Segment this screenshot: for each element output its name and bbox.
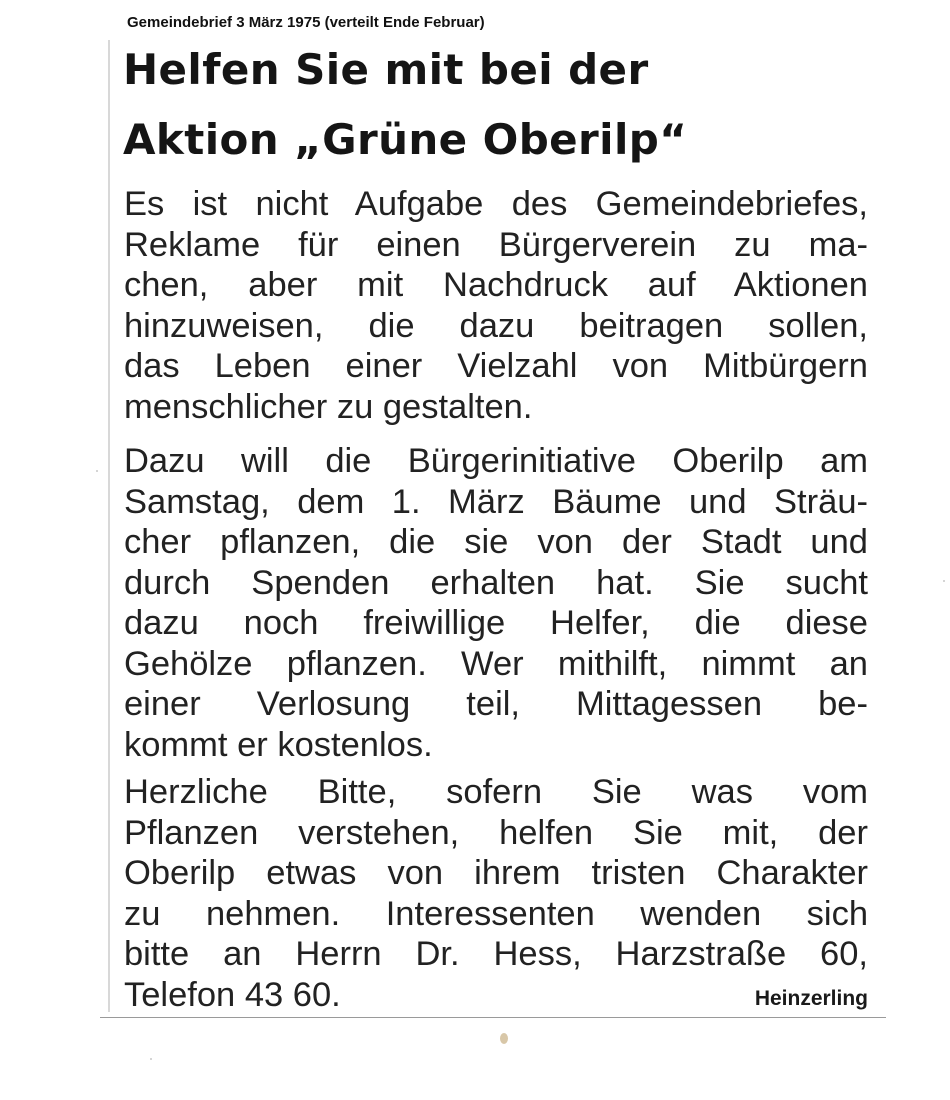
text-line: dazu noch freiwillige Helfer, die diese [124,604,868,642]
column-edge-line [108,40,110,1012]
paragraph-appeal [124,772,868,1015]
text-line: cher pflanzen, die sie von der Stadt und [124,523,868,561]
headline-line-2: Aktion „Grüne Oberilp“ [123,115,688,164]
author-signature: Heinzerling [754,987,868,1010]
text-line: Reklame für einen Bürgerverein zu ma- [124,225,868,264]
text-line: durch Spenden erhalten hat. Sie sucht [124,563,868,602]
text-line: einer Verlosung teil, Mittagessen be- [124,685,868,723]
text-line: chen, aber mit Nachdruck auf Aktionen [124,266,868,304]
text-line: Samstag, dem 1. März Bäume und Sträu- [124,482,868,521]
text-line: bitte an Herrn Dr. Hess, Harzstraße 60, [124,935,868,973]
text-line: Herzliche Bitte, sofern Sie was vom [124,773,868,811]
text-line: Telefon 43 60. [124,975,341,1014]
paper-speck [150,1058,152,1060]
text-line: Es ist nicht Aufgabe des Gemeindebriefes, [124,185,868,223]
headline-line-1: Helfen Sie mit bei der [123,45,649,94]
text-line: Oberilp etwas von ihrem tristen Charakter [124,854,868,892]
paper-speck [943,580,945,582]
paper-speck [96,470,98,472]
text-line: Gehölze pflanzen. Wer mithilft, nimmt an [124,644,868,683]
text-line: zu nehmen. Interessenten wenden sich [124,894,868,933]
text-line: Dazu will die Bürgerinitiative Oberilp am [124,442,868,480]
text-line: Pflanzen verstehen, helfen Sie mit, der [124,813,868,852]
paragraph-planting-action [124,441,868,765]
paper-smudge [500,1033,508,1044]
clipping-bottom-edge [100,1017,886,1018]
text-line: kommt er kostenlos. [124,725,433,764]
paragraph-intro [124,184,868,427]
text-line: hinzuweisen, die dazu beitragen sollen, [124,306,868,345]
clipping-caption: Gemeindebrief 3 März 1975 (verteilt Ende Februar) [127,14,485,31]
text-line: das Leben einer Vielzahl von Mitbürgern [124,347,868,385]
text-line: menschlicher zu gestalten. [124,387,533,426]
